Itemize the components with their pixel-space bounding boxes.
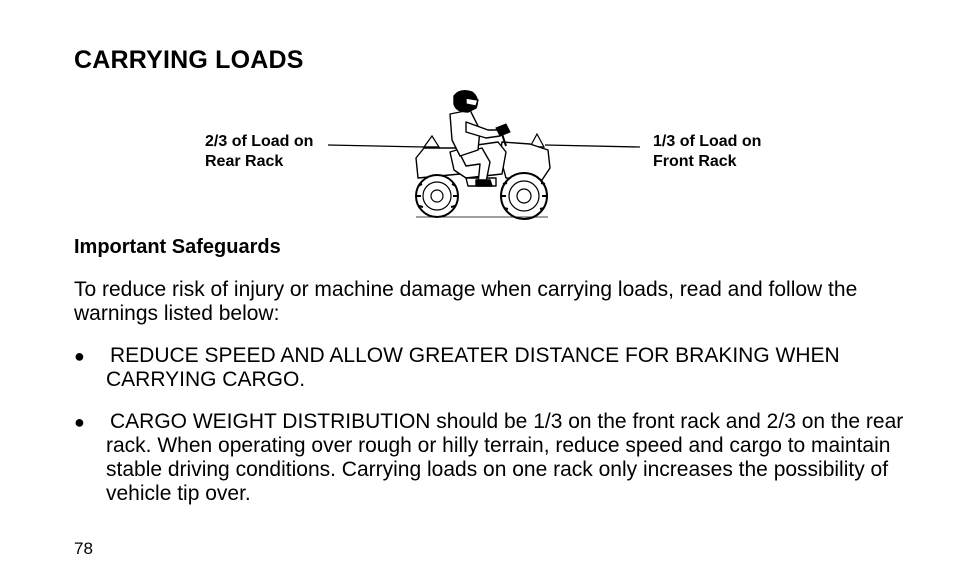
page-title: CARRYING LOADS — [74, 46, 304, 74]
load-distribution-figure — [0, 86, 954, 222]
intro-paragraph: To reduce risk of injury or machine damage when carrying loads, read and follow the warnings listed below: — [74, 278, 858, 325]
atv-rider-icon — [320, 86, 650, 222]
bullet-text: REDUCE SPEED AND ALLOW GREATER DISTANCE FOR BRAKING WHEN CARRYING CARGO. — [106, 344, 840, 391]
rear-rack-label — [205, 132, 313, 172]
bullet-item — [74, 344, 904, 392]
rear-wheel — [416, 175, 458, 217]
front-pointer-line — [545, 145, 640, 147]
rear-rack-arrow — [424, 136, 439, 147]
bullet-marker: ● — [74, 412, 85, 432]
bullet-marker: ● — [74, 346, 85, 366]
rear-pointer-line — [328, 145, 424, 147]
rear-rack-label-line1: 2/3 of Load on — [205, 133, 314, 150]
bullet-item — [74, 410, 904, 506]
front-rack-label-line2: Front Rack — [653, 153, 737, 170]
rear-rack-label-line2: Rear Rack — [205, 153, 284, 170]
bullet-text: CARGO WEIGHT DISTRIBUTION should be 1/3 on the front rack and 2/3 on the rear rack. When operating over rough or hilly terrain, reduce speed and cargo to maintain stable driving conditions. Carrying loads on one rack only increases the possibility of vehicle tip over. — [106, 410, 904, 505]
page-number: 78 — [74, 539, 93, 558]
front-wheel — [501, 173, 547, 219]
section-heading: Important Safeguards — [74, 236, 281, 258]
front-rack-label — [653, 132, 761, 172]
front-rack-label-line1: 1/3 of Load on — [653, 133, 762, 150]
